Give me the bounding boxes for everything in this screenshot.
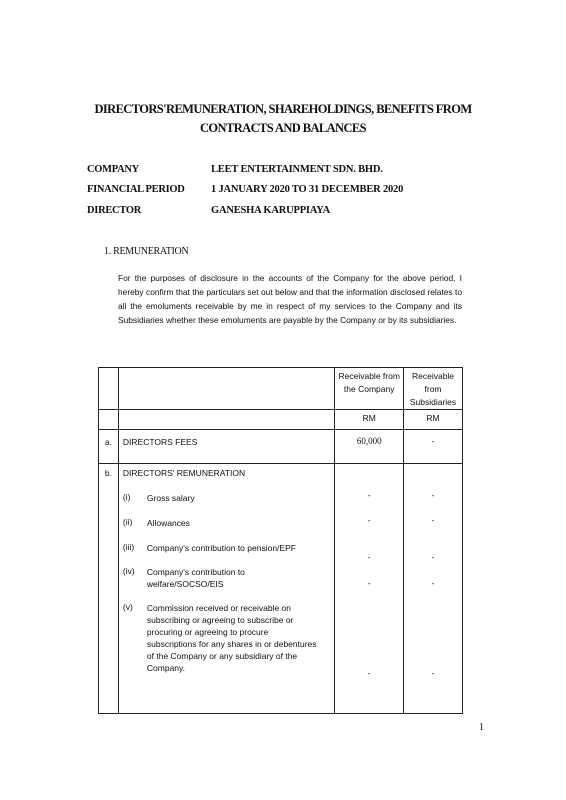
- table-header-row: [99, 368, 463, 410]
- document-title: [0, 100, 566, 138]
- item-ii-subsidiaries: -: [431, 515, 435, 525]
- row-a-company: 60,000: [335, 430, 404, 464]
- table-row-directors-fees: [99, 430, 463, 464]
- row-b-label: DIRECTORS' REMUNERATION: [122, 468, 246, 478]
- row-b-company-values: [335, 464, 404, 714]
- director-label: DIRECTOR: [87, 205, 142, 216]
- title-line-2: CONTRACTS AND BALANCES: [200, 121, 366, 135]
- company-value: LEET ENTERTAINMENT SDN. BHD.: [211, 164, 383, 175]
- unit-company: RM: [335, 410, 404, 430]
- financial-period-label: FINANCIAL PERIOD: [87, 184, 185, 195]
- row-b-subsidiary-values: [404, 464, 463, 714]
- item-v-subsidiaries: -: [431, 668, 435, 678]
- item-i-subsidiaries: -: [431, 490, 435, 500]
- title-line-1: DIRECTORS'REMUNERATION, SHAREHOLDINGS, BENEFITS FROM: [94, 102, 472, 116]
- page-number: 1: [479, 722, 484, 733]
- list-item: (i) Gross salary: [122, 492, 195, 503]
- remuneration-table: [98, 367, 463, 714]
- company-label: COMPANY: [87, 164, 139, 175]
- row-b-content: [118, 464, 334, 714]
- list-item: (iii) Company's contribution to pension/EPF: [122, 542, 296, 553]
- section-heading: 1. REMUNERATION: [104, 246, 189, 257]
- disclosure-paragraph: For the purposes of disclosure in the accounts of the Company for the above period, I hereby confirm that the particulars set out below and that the information disclosed relates to all the emoluments receivable by me in respect of my services to the Company and its Subsidiaries whether these emoluments are payable by the Company or by its subsidiaries.: [118, 273, 462, 325]
- col-header-subsidiaries: Receivable from Subsidiaries: [404, 368, 463, 410]
- row-a-subsidiaries: -: [404, 430, 463, 464]
- item-ii-company: -: [367, 515, 371, 525]
- table-row-directors-remuneration: [99, 464, 463, 714]
- table-unit-row: [99, 410, 463, 430]
- row-a-index: a.: [99, 430, 119, 464]
- item-iv-company: -: [367, 578, 371, 588]
- item-v-company: -: [367, 668, 371, 678]
- list-item: (ii) Allowances: [122, 517, 190, 528]
- director-value: GANESHA KARUPPIAYA: [211, 205, 331, 216]
- item-i-company: -: [367, 490, 371, 500]
- item-iii-company: -: [367, 552, 371, 562]
- financial-period-value: 1 JANUARY 2020 TO 31 DECEMBER 2020: [211, 184, 404, 195]
- list-item: (iv) Company's contribution to welfare/SOCSO/EIS: [122, 566, 245, 589]
- list-item: (v) Commission received or receivable on subscribing or agreeing to subscribe or procuring or agreeing to procure subscriptions for any shares in or debentures of the Company or any subsidiary of the Company.: [122, 602, 317, 673]
- col-header-company: Receivable from the Company: [335, 368, 404, 410]
- row-a-label: DIRECTORS FEES: [118, 430, 334, 464]
- unit-subsidiaries: RM: [404, 410, 463, 430]
- item-iii-subsidiaries: -: [431, 552, 435, 562]
- item-iv-subsidiaries: -: [431, 578, 435, 588]
- row-b-index: b.: [99, 464, 119, 714]
